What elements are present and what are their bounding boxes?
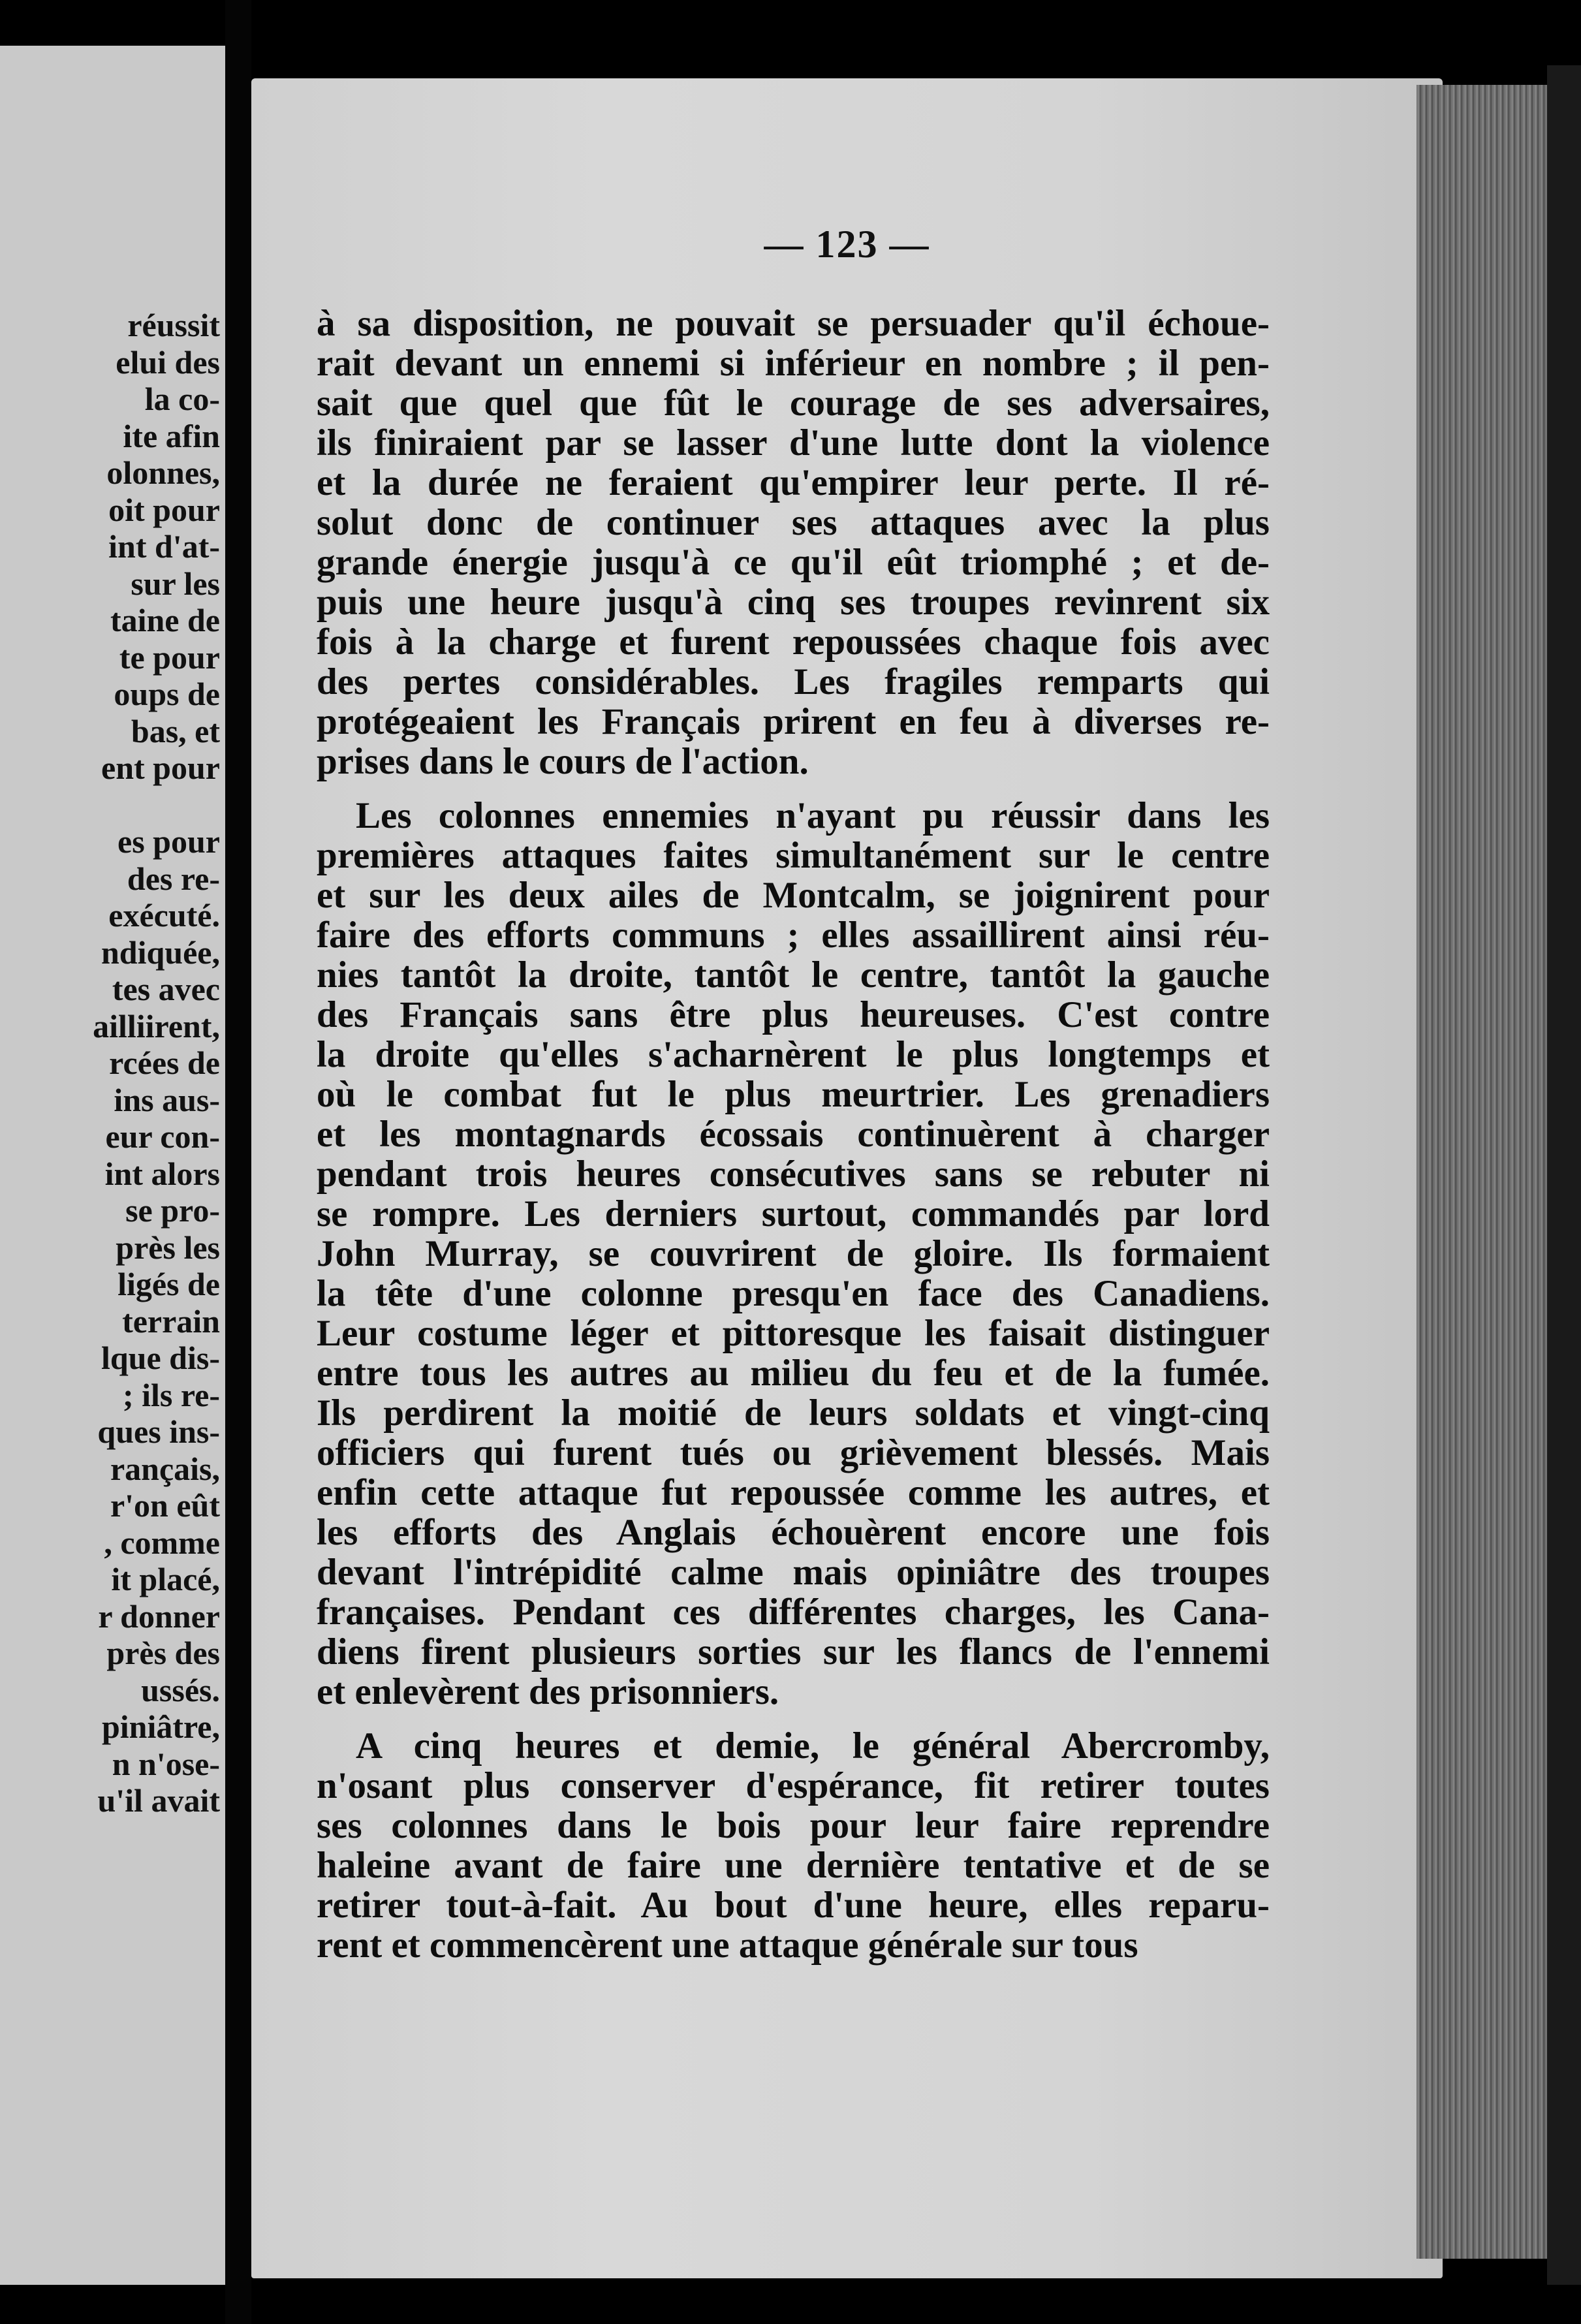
facing-page-line: se pro- xyxy=(125,1192,220,1229)
facing-page-line: des re- xyxy=(127,860,220,897)
paragraph xyxy=(317,304,1270,781)
facing-page-line: olonnes, xyxy=(106,454,220,491)
facing-page-line: ent pour xyxy=(101,749,220,786)
page-number: — 123 — xyxy=(764,223,930,266)
facing-page-line: , comme xyxy=(104,1524,220,1561)
facing-page xyxy=(0,46,225,2285)
text-line: ses colonnes dans le bois pour leur faire reprendre xyxy=(317,1805,1270,1846)
text-line: solut donc de continuer ses attaques avec la plus xyxy=(317,502,1270,543)
facing-page-line: taine de xyxy=(110,602,220,638)
facing-page-line: ins aus- xyxy=(114,1081,220,1118)
text-line: sait que quel que fût le courage de ses adversaires, xyxy=(317,383,1270,424)
book-page xyxy=(251,78,1443,2278)
facing-page-line: réussit xyxy=(127,307,220,343)
facing-page-line: près des xyxy=(106,1635,220,1671)
facing-page-line: rançais, xyxy=(110,1450,220,1487)
facing-page-line: la co- xyxy=(144,381,220,417)
book-gutter xyxy=(225,0,251,2324)
text-line: à sa disposition, ne pouvait se persuader qu'il échoue- xyxy=(317,303,1270,344)
text-line: premières attaques faites simultanément sur le centre xyxy=(317,835,1270,876)
book-cover-edge xyxy=(1547,65,1581,2285)
facing-page-line: ligés de xyxy=(117,1266,220,1302)
text-line: enfin cette attaque fut repoussée comme les autres, et xyxy=(317,1472,1270,1513)
text-line: se rompre. Les derniers surtout, commandés par lord xyxy=(317,1193,1270,1234)
text-line: diens firent plusieurs sorties sur les flancs de l'ennemi xyxy=(317,1631,1270,1672)
facing-page-line: piniâtre, xyxy=(101,1708,220,1745)
text-line: entre tous les autres au milieu du feu et de la fumée. xyxy=(317,1353,1270,1394)
text-line: ils finiraient par se lasser d'une lutte dont la violence xyxy=(317,422,1270,463)
text-line: grande énergie jusqu'à ce qu'il eût triomphé ; et de- xyxy=(317,542,1270,583)
text-line: devant l'intrépidité calme mais opiniâtre des troupes xyxy=(317,1552,1270,1593)
facing-page-line: int alors xyxy=(104,1155,220,1192)
text-line: A cinq heures et demie, le général Abercromby, xyxy=(356,1725,1270,1767)
text-line: rait devant un ennemi si inférieur en nombre ; il pen- xyxy=(317,343,1270,384)
text-line: prises dans le cours de l'action. xyxy=(317,741,809,782)
text-line: pendant trois heures consécutives sans se rebuter ni xyxy=(317,1154,1270,1195)
facing-page-line: n n'ose- xyxy=(112,1745,220,1782)
text-line: et sur les deux ailes de Montcalm, se joignirent pour xyxy=(317,875,1270,916)
text-line: nies tantôt la droite, tantôt le centre, tantôt la gauche xyxy=(317,954,1270,996)
text-line: puis une heure jusqu'à cinq ses troupes revinrent six xyxy=(317,582,1270,623)
facing-page-line: sur les xyxy=(131,565,220,602)
page-edges xyxy=(1417,85,1547,2259)
text-line: où le combat fut le plus meurtrier. Les grenadiers xyxy=(317,1074,1270,1115)
facing-page-line: ussés. xyxy=(141,1671,220,1708)
facing-page-line: es pour xyxy=(117,823,220,860)
text-line: haleine avant de faire une dernière tentative et de se xyxy=(317,1845,1270,1886)
facing-page-line: ; ils re- xyxy=(122,1376,220,1413)
facing-page-line: ailliirent, xyxy=(93,1007,220,1044)
text-line: retirer tout-à-fait. Au bout d'une heure, elles reparu- xyxy=(317,1885,1270,1926)
facing-page-text xyxy=(0,307,220,1819)
text-line: n'osant plus conserver d'espérance, fit retirer toutes xyxy=(317,1765,1270,1806)
facing-page-line: exécuté. xyxy=(108,897,220,934)
text-line: des pertes considérables. Les fragiles remparts qui xyxy=(317,661,1270,702)
text-line: Ils perdirent la moitié de leurs soldats et vingt-cinq xyxy=(317,1392,1270,1434)
facing-page-line: eur con- xyxy=(105,1118,220,1155)
facing-page-line: oups de xyxy=(114,676,220,712)
text-line: et les montagnards écossais continuèrent à charger xyxy=(317,1114,1270,1155)
text-line: et enlevèrent des prisonniers. xyxy=(317,1671,779,1712)
text-line: rent et commencèrent une attaque générale sur tous xyxy=(317,1924,1138,1966)
facing-page-line: ite afin xyxy=(123,417,220,454)
text-line: fois à la charge et furent repoussées chaque fois avec xyxy=(317,621,1270,663)
text-line: et la durée ne feraient qu'empirer leur perte. Il ré- xyxy=(317,462,1270,503)
text-line: les efforts des Anglais échouèrent encore une fois xyxy=(317,1512,1270,1553)
facing-page-line: ques ins- xyxy=(97,1413,220,1450)
text-line: françaises. Pendant ces différentes charges, les Cana- xyxy=(317,1592,1270,1633)
facing-page-line: tes avec xyxy=(112,971,220,1007)
text-line: Leur costume léger et pittoresque les faisait distinguer xyxy=(317,1313,1270,1354)
text-line: la droite qu'elles s'acharnèrent le plus longtemps et xyxy=(317,1034,1270,1075)
text-line: protégeaient les Français prirent en feu à diverses re- xyxy=(317,701,1270,742)
facing-page-line: ndiquée, xyxy=(101,934,220,971)
text-line: faire des efforts communs ; elles assaillirent ainsi réu- xyxy=(317,915,1270,956)
text-line: officiers qui furent tués ou grièvement blessés. Mais xyxy=(317,1432,1270,1473)
text-line: Les colonnes ennemies n'ayant pu réussir dans les xyxy=(356,795,1270,836)
page-body xyxy=(317,304,1270,1965)
facing-page-line: rcées de xyxy=(109,1044,220,1081)
facing-page-line: te pour xyxy=(119,638,220,676)
facing-page-line: r donner xyxy=(98,1597,220,1635)
facing-page-line: it placé, xyxy=(111,1561,220,1597)
facing-page-line: bas, et xyxy=(131,712,220,749)
facing-page-line: int d'at- xyxy=(108,528,220,565)
facing-page-line: lque dis- xyxy=(101,1340,220,1376)
facing-page-line: près les xyxy=(116,1229,220,1266)
facing-page-line xyxy=(0,787,220,824)
facing-page-line: u'il avait xyxy=(97,1782,220,1819)
paragraph xyxy=(317,1726,1270,1965)
text-line: la tête d'une colonne presqu'en face des Canadiens. xyxy=(317,1273,1270,1314)
paragraph xyxy=(317,796,1270,1712)
facing-page-line: r'on eût xyxy=(110,1487,220,1524)
facing-page-line: terrain xyxy=(122,1302,220,1340)
text-line: des Français sans être plus heureuses. C'est contre xyxy=(317,994,1270,1035)
facing-page-line: elui des xyxy=(116,343,220,381)
facing-page-line: oit pour xyxy=(108,491,220,528)
text-line: John Murray, se couvrirent de gloire. Ils formaient xyxy=(317,1233,1270,1274)
